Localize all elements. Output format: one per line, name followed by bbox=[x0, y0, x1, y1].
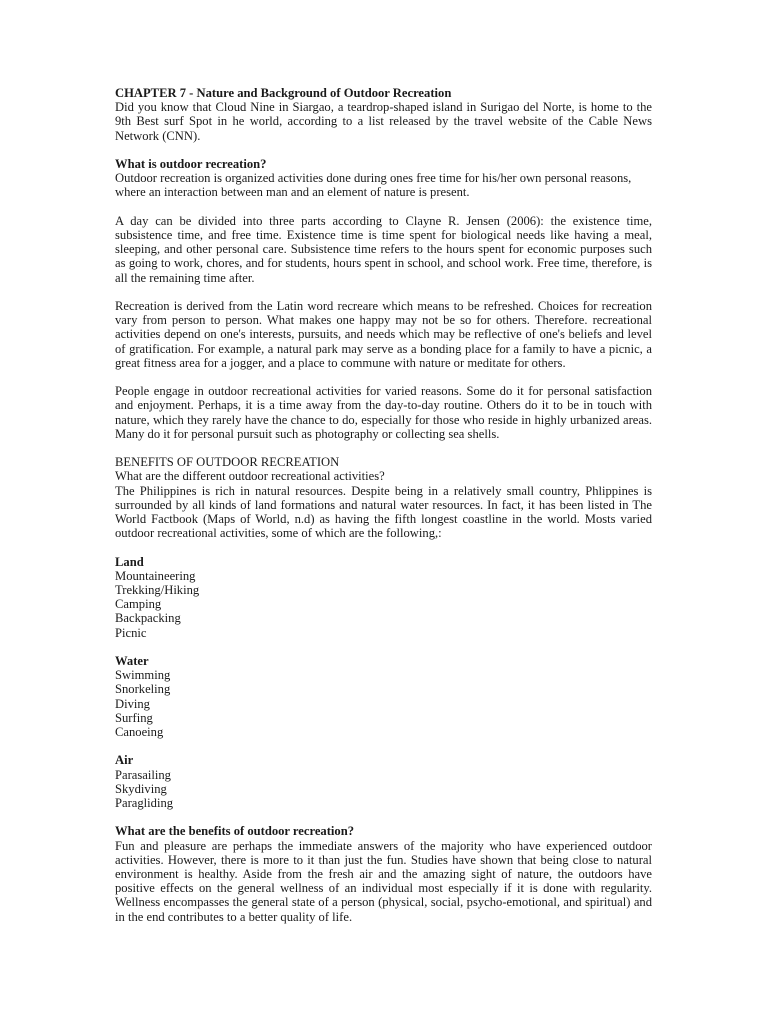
activities-question: What are the different outdoor recreational activities? bbox=[115, 469, 385, 484]
chapter-title: CHAPTER 7 - Nature and Background of Outdoor Recreation bbox=[115, 86, 452, 100]
spacer bbox=[115, 640, 652, 654]
spacer bbox=[115, 739, 652, 753]
list-item: Trekking/Hiking bbox=[115, 583, 200, 598]
day-paragraph: A day can be divided into three parts according to Clayne R. Jensen (2006): the existence time, subsistence time, and free time. Existence time is time spent for biological needs like having a meal, sleeping, and other personal care. Subsistence time refers to the hours spent for economic purposes such as going to work, chores, and for students, hours spent in school, and school work. Free time, therefore, is all the remaining time after. bbox=[115, 213, 652, 285]
spacer bbox=[115, 200, 652, 214]
list-item: Skydiving bbox=[115, 781, 167, 796]
water-heading: Water bbox=[115, 654, 149, 669]
air-heading: Air bbox=[115, 753, 134, 768]
people-paragraph: People engage in outdoor recreational activities for varied reasons. Some do it for personal satisfaction and enjoyment. Perhaps, it is a time away from the day-to-day routine. Others do it to be in touch with nature, which they rarely have the chance to do, especially for those who reside in highly urbanized areas. Many do it for personal pursuit such as photography or collecting sea shells. bbox=[115, 384, 652, 441]
land-list bbox=[115, 569, 652, 640]
spacer bbox=[115, 810, 652, 824]
list-item: Canoeing bbox=[115, 725, 164, 740]
water-list bbox=[115, 668, 652, 739]
spacer bbox=[115, 370, 652, 384]
air-list bbox=[115, 768, 652, 811]
list-item: Parasailing bbox=[115, 767, 171, 782]
spacer bbox=[115, 143, 652, 157]
benefits-question-heading: What are the benefits of outdoor recreation? bbox=[115, 824, 355, 839]
list-item: Mountaineering bbox=[115, 568, 196, 583]
intro-paragraph: Did you know that Cloud Nine in Siargao, a teardrop-shaped island in Surigao del Norte, is home to the 9th Best surf Spot in he world, according to a list released by the travel website of the Cable News Network (CNN). bbox=[115, 100, 652, 143]
list-item: Surfing bbox=[115, 710, 153, 725]
what-is-heading: What is outdoor recreation? bbox=[115, 157, 267, 171]
recreation-paragraph: Recreation is derived from the Latin word recreare which means to be refreshed. Choices for recreation vary from person to person. What makes one happy may not be so for others. Therefore. recreational activities depend on one's interests, pursuits, and needs which may be reflective of one's beliefs and level of gratification. For example, a natural park may serve as a bonding place for a family to have a picnic, a great fitness area for a jogger, and a place to commune with nature or meditate for others. bbox=[115, 299, 652, 370]
spacer bbox=[115, 285, 652, 299]
spacer bbox=[115, 441, 652, 455]
list-item: Backpacking bbox=[115, 611, 181, 626]
land-heading: Land bbox=[115, 554, 144, 569]
list-item: Picnic bbox=[115, 625, 147, 640]
document-page bbox=[115, 86, 652, 924]
what-is-paragraph: Outdoor recreation is organized activities done during ones free time for his/her own personal reasons, where an interaction between man and an element of nature is present. bbox=[115, 171, 632, 200]
list-item: Camping bbox=[115, 597, 162, 612]
list-item: Paragliding bbox=[115, 796, 174, 811]
benefits-paragraph: Fun and pleasure are perhaps the immediate answers of the majority who have experienced outdoor activities. However, there is more to it than just the fun. Studies have shown that being close to natural environment is healthy. Aside from the fresh air and the amazing sight of nature, the outdoors have positive effects on the general wellness of an individual most especially if it is done with regularity. Wellness encompasses the general state of a person (physical, social, psycho-emotional, and spiritual) and in the end contributes to a better quality of life. bbox=[115, 838, 652, 924]
benefits-heading: BENEFITS OF OUTDOOR RECREATION bbox=[115, 455, 340, 470]
list-item: Diving bbox=[115, 696, 150, 711]
list-item: Swimming bbox=[115, 668, 171, 683]
spacer bbox=[115, 540, 652, 554]
list-item: Snorkeling bbox=[115, 682, 171, 697]
philippines-paragraph: The Philippines is rich in natural resources. Despite being in a relatively small country, Phlippines is surrounded by all kinds of land formations and natural water resources. In fact, it has been listed in The World Factbook (Maps of World, n.d) as having the fifth longest coastline in the world. Mosts varied outdoor recreational activities, some of which are the following,: bbox=[115, 483, 652, 541]
